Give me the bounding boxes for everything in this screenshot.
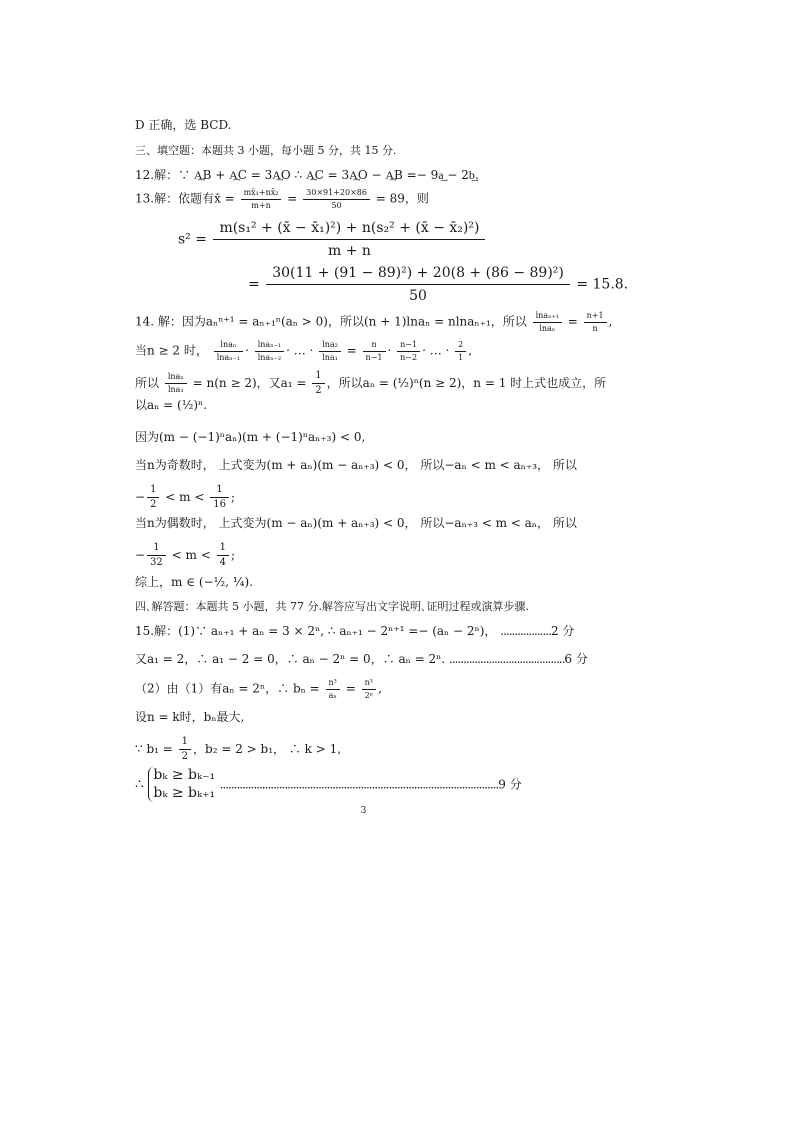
q14-line-9: [135, 542, 235, 569]
fraction-denominator: 2: [150, 499, 157, 510]
system-brace: [148, 767, 215, 802]
q14-ratio-fraction: [533, 311, 562, 333]
fraction-denominator: lnaₙ₋₂: [257, 352, 282, 362]
inequality-text: < m <: [171, 548, 211, 562]
fraction-denominator: 2: [315, 385, 322, 396]
inequality-text: < m <: [165, 490, 205, 504]
q14-ratio-value: [584, 311, 607, 333]
q14-line-7: [135, 484, 235, 511]
fraction-denominator: lnaₙ₋₁: [216, 352, 241, 362]
semicolon: ;: [230, 490, 235, 504]
leader-dots: ..................: [500, 624, 551, 638]
fraction-numerator: m(s₁² + (x̄ − x̄₁)²) + n(s₂² + (x̄ − x̄₂)²): [213, 220, 485, 240]
q14-line-6: 当n为奇数时， 上式变为(m + aₙ)(m − aₙ₊₃) < 0， 所以−aₙ < m < aₙ₊₃， 所以: [135, 458, 577, 472]
q14-a1-text: = n(n ≥ 2)，又a₁ =: [192, 376, 307, 390]
fraction-numerator: n³: [362, 678, 377, 690]
product-fraction-1: [214, 340, 243, 362]
b1-text: ∵ b₁ =: [135, 742, 173, 756]
fraction-denominator: aₙ: [328, 690, 337, 700]
q13-prefix: 13.解：依题有x̄ =: [135, 191, 235, 206]
fraction-numerator: lnaₙ: [165, 372, 187, 384]
q15-line-3: （2）由（1）有aₙ = 2ⁿ，∴ bₙ = $\frac{\text{n³}}{\text{aₙ}}$ = $\frac{\text{n³}}{\text{2ⁿ}}$ ,: [135, 678, 382, 700]
variance-evaluated: = $\frac{\text{30(11 + (91 − 89)²) + 20(8 + (86 − 89)²)}}{50}$ = 15.8.: [248, 265, 629, 304]
q15-part2-text: （2）由（1）有aₙ = 2ⁿ，∴ bₙ =: [135, 681, 320, 696]
q14-line-3: [135, 370, 606, 397]
q13-value-fraction: [303, 188, 370, 210]
fraction-denominator: lnaₙ: [539, 323, 556, 333]
fraction-numerator: 1: [179, 736, 191, 750]
variance-result: = 15.8.: [576, 276, 629, 293]
fraction-denominator: 16: [213, 499, 226, 510]
product-value-3: [455, 340, 466, 362]
half-fraction: [147, 484, 159, 511]
semicolon: ;: [230, 548, 235, 562]
variance-numeric-fraction: [266, 265, 570, 304]
fraction-numerator: lnaₙ₊₁: [533, 311, 562, 323]
q14-general-term-text: ，所以aₙ = (½)ⁿ(n ≥ 2)，n = 1 时上式也成立，所: [326, 376, 607, 390]
fraction-numerator: n³: [326, 678, 340, 690]
score-label: 2 分: [550, 624, 575, 638]
a1-half-fraction: [312, 370, 324, 397]
fraction-denominator: 2: [181, 751, 189, 762]
section-3-heading: 三、填空题：本题共 3 小题，每小题 5 分，共 15 分.: [135, 144, 397, 157]
sixteenth-fraction: [210, 484, 229, 511]
q14-statement: 14. 解：因为aₙⁿ⁺¹ = aₙ₊₁ⁿ(aₙ > 0)，所以(n + 1)lnaₙ = nlnaₙ₊₁，所以: [135, 314, 527, 329]
q15-part1-text: 15.解：(1)∵ aₙ₊₁ + aₙ = 3 × 2ⁿ, ∴ aₙ₊₁ − 2ⁿ⁺¹ =− (aₙ − 2ⁿ)，: [135, 624, 497, 638]
q15-a1-text: 又a₁ = 2，∴ a₁ − 2 = 0，∴ aₙ − 2ⁿ = 0，∴ aₙ = 2ⁿ.: [135, 652, 446, 666]
fraction-denominator: 2ⁿ: [364, 690, 374, 700]
fraction-denominator: 1: [458, 352, 464, 362]
q13-solution-line: 13.解：依题有x̄ = $\frac{\text{mx̄₁+nx̄₂}}{m+n}$ = $\frac{30\times 91+20\times 86}{50}$ = 89，则: [135, 188, 429, 210]
fraction-numerator: 30(11 + (91 − 89)²) + 20(8 + (86 − 89)²): [266, 265, 570, 285]
fraction-numerator: 1: [147, 542, 166, 556]
fraction-numerator: 1: [217, 542, 229, 556]
fraction-numerator: lnaₙ: [214, 340, 243, 352]
inequality-system: ∴ bₖ ≥ bₖ₋₁ bₖ ≥ bₖ₊₁ ...................................................................................................9 分: [135, 767, 522, 801]
fraction-denominator: m + n: [327, 243, 371, 259]
q14-case-text: 当n ≥ 2 时，: [135, 343, 208, 358]
bn-fraction-1: [326, 678, 340, 700]
fraction-denominator: 32: [150, 557, 163, 568]
score-label: 6 分: [564, 652, 588, 666]
log-ratio-fraction: [165, 372, 187, 394]
fraction-numerator: 1: [147, 484, 159, 498]
system-row-1: bₖ ≥ bₖ₋₁: [153, 767, 216, 783]
q12-solution: 12.解：∵ A͢B + A͢C = 3A͢O ∴ A͢C = 3A͢O − A͢B =− 9a͢ − 2b͢.: [135, 168, 479, 182]
q15-line-1: [135, 624, 574, 638]
product-value-2: [397, 340, 420, 362]
fraction-numerator: 2: [455, 340, 466, 352]
system-row-2: bₖ ≥ bₖ₊₁: [153, 784, 216, 801]
product-fraction-3: [319, 340, 341, 362]
leader-dots: .........................................: [449, 652, 565, 666]
quarter-fraction: [217, 542, 229, 569]
q15-line-5: [135, 736, 341, 763]
q14-conclusion: 综上，m ∈ (−½, ¼).: [135, 575, 254, 589]
fraction-denominator: 50: [409, 288, 427, 304]
fraction-numerator: n+1: [584, 311, 607, 323]
q15-line-4: 设n = k时，bₙ最大,: [135, 710, 245, 724]
variance-formula: [178, 220, 487, 259]
q14-line-5: 因为(m − (−1)ⁿaₙ)(m + (−1)ⁿaₙ₊₃) < 0,: [135, 430, 366, 444]
product-fraction-2: [255, 340, 284, 362]
fraction-denominator: lna₁: [322, 352, 338, 362]
b1-half-fraction: [179, 736, 191, 763]
variance-general-fraction: [213, 220, 485, 259]
page-number: 3: [360, 806, 367, 816]
fraction-denominator: m+n: [251, 200, 271, 210]
q13-suffix: = 89，则: [375, 191, 429, 206]
d-correct-line: D 正确，选 BCD.: [135, 118, 232, 132]
score-label: 9 分: [498, 777, 522, 792]
product-value-1: [363, 340, 386, 362]
thirtysecond-fraction: [147, 542, 166, 569]
fraction-denominator: n: [592, 323, 598, 333]
fraction-numerator: 1: [210, 484, 229, 498]
q14-line-8: 当n为偶数时， 上式变为(m − aₙ)(m + aₙ₊₃) < 0， 所以−aₙ₊₃ < m < aₙ， 所以: [135, 516, 577, 530]
fraction-numerator: lnaₙ₋₁: [255, 340, 284, 352]
fraction-denominator: n−2: [400, 352, 418, 362]
variance-lhs: s² =: [178, 231, 207, 248]
fraction-numerator: 1: [312, 370, 324, 384]
fraction-numerator: n−1: [397, 340, 420, 352]
q14-line-4: 以aₙ = (½)ⁿ.: [135, 398, 208, 412]
q13-weighted-mean-fraction: [241, 188, 282, 210]
fraction-numerator: n: [363, 340, 386, 352]
q15-line-2: [135, 652, 588, 666]
fraction-numerator: 30×91+20×86: [303, 188, 370, 200]
fraction-numerator: lna₂: [319, 340, 341, 352]
fraction-numerator: mx̄₁+nx̄₂: [241, 188, 282, 200]
b2-comparison-text: ，b₂ = 2 > b₁， ∴ k > 1,: [193, 742, 342, 756]
q14-line-1: 14. 解：因为aₙⁿ⁺¹ = aₙ₊₁ⁿ(aₙ > 0)，所以(n + 1)lnaₙ = nlnaₙ₊₁，所以 $\frac{\text{lnaₙ₊₁}}{\text{lnaₙ}}$ = $\frac{n+1}{n}$ ,: [135, 311, 613, 333]
minus-sign: −: [135, 490, 146, 504]
fraction-denominator: 50: [331, 200, 342, 210]
fraction-denominator: 4: [219, 557, 226, 568]
section-4-heading: 四､解答题：本题共 5 小题，共 77 分.解答应写出文字说明､证明过程或演算步骤.: [135, 600, 529, 613]
fraction-denominator: lna₁: [167, 385, 184, 394]
q14-line-2: 当n ≥ 2 时， $\frac{\text{lnaₙ}}{\text{lnaₙ₋₁}}$ · $\frac{\text{lnaₙ₋₁}}{\text{lnaₙ₋₂}}$ · … · $\frac{\text{lna₂}}{\text{lna₁}}$ = $\frac{n}{n-1}$ · $\frac{n-1}{n-2}$ · … · $\frac{2}{1}$ ,: [135, 340, 473, 362]
fraction-denominator: n−1: [365, 352, 383, 362]
leader-dots: ...................................................................................................: [219, 777, 499, 792]
minus-sign: −: [135, 548, 146, 562]
bn-fraction-2: [362, 678, 377, 700]
q14-so-text: 所以: [135, 376, 160, 390]
